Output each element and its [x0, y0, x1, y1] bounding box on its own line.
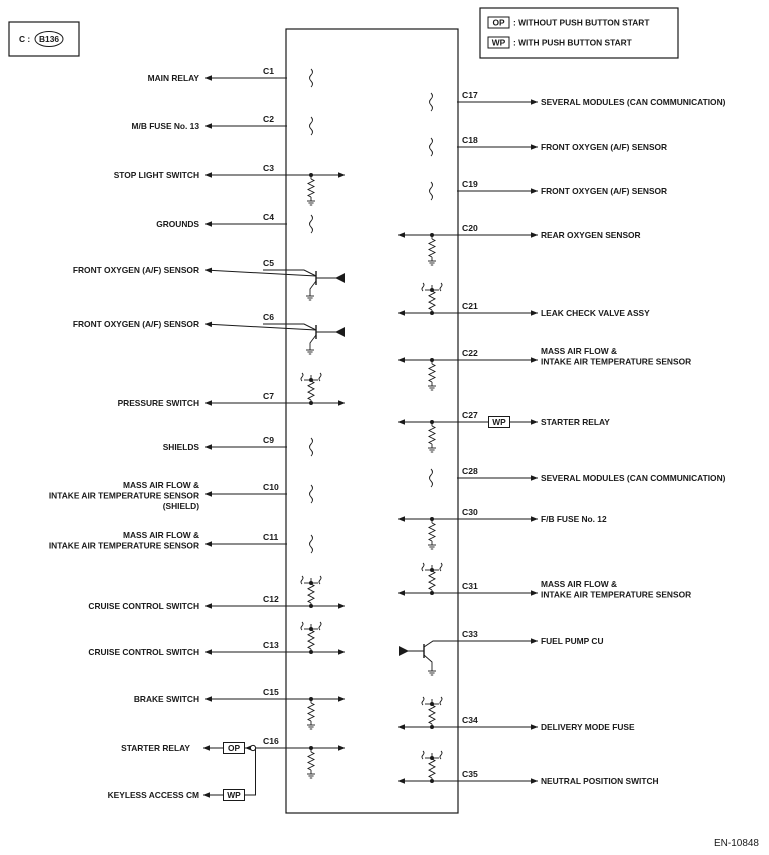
wire-break-icon	[310, 69, 313, 87]
pin-c12	[88, 576, 345, 611]
tag-wp	[224, 790, 245, 801]
pin-label: STARTER RELAY	[121, 743, 190, 753]
wire-break-icon	[310, 485, 313, 503]
pin-c27	[398, 410, 610, 452]
connector-badge	[9, 22, 79, 56]
pull-down-resistor	[428, 517, 436, 549]
pin-label: INTAKE AIR TEMPERATURE SENSOR	[48, 490, 199, 501]
wire-break-icon	[430, 93, 433, 111]
transistor-icon	[399, 644, 436, 675]
pin-label: KEYLESS ACCESS CM	[107, 790, 199, 800]
wire-break-icon	[430, 469, 433, 487]
pull-up-resistor	[422, 563, 442, 595]
pin-label: FRONT OXYGEN (A/F) SENSOR	[72, 319, 199, 329]
pin-number: C2	[263, 114, 274, 124]
pin-c33	[399, 629, 604, 675]
signal-wire	[205, 270, 316, 276]
pin-label: MAIN RELAY	[147, 73, 199, 83]
pin-label: SHIELDS	[162, 442, 199, 452]
pin-number: C5	[263, 258, 274, 268]
pin-c17	[430, 90, 726, 111]
pin-c9	[163, 435, 313, 456]
tag-op	[224, 743, 245, 754]
pin-number: C1	[263, 66, 274, 76]
connector-id: B136	[38, 34, 60, 44]
legend-op-text: : WITHOUT PUSH BUTTON START	[513, 17, 650, 28]
legend	[480, 8, 678, 58]
pull-up-resistor	[301, 373, 321, 405]
pin-c6	[73, 312, 345, 354]
pin-label: FUEL PUMP CU	[541, 636, 604, 646]
pin-number: C31	[462, 581, 478, 591]
legend-wp-text: : WITH PUSH BUTTON START	[513, 37, 632, 48]
pin-number: C20	[462, 223, 478, 233]
pin-number: C19	[462, 179, 478, 189]
pin-label: FRONT OXYGEN (A/F) SENSOR	[541, 186, 668, 196]
pin-label: DELIVERY MODE FUSE	[541, 722, 635, 732]
pin-label: STOP LIGHT SWITCH	[113, 170, 199, 180]
pin-label: MASS AIR FLOW &	[123, 530, 199, 540]
pin-c21	[398, 283, 650, 318]
pin-label: SEVERAL MODULES (CAN COMMUNICATION)	[541, 473, 726, 483]
pin-number: C27	[462, 410, 478, 420]
pin-label: BRAKE SWITCH	[133, 694, 199, 704]
pin-label: NEUTRAL POSITION SWITCH	[541, 776, 659, 786]
pin-number: C7	[263, 391, 274, 401]
pin-c4	[156, 212, 312, 233]
tag-wp	[489, 417, 510, 428]
pin-number: C13	[263, 640, 279, 650]
pin-number: C12	[263, 594, 279, 604]
figure-id: EN-10848	[713, 838, 759, 849]
signal-wire	[205, 324, 316, 330]
pin-number: C3	[263, 163, 274, 173]
pull-down-resistor	[428, 358, 436, 390]
pin-number: C6	[263, 312, 274, 322]
wire-break-icon	[430, 138, 433, 156]
pin-number: C35	[462, 769, 478, 779]
pin-label: FRONT OXYGEN (A/F) SENSOR	[541, 142, 668, 152]
pin-number: C10	[263, 482, 279, 492]
pin-number: C30	[462, 507, 478, 517]
pin-c31	[398, 563, 691, 600]
pin-number: C11	[263, 532, 279, 542]
pin-label: PRESSURE SWITCH	[117, 398, 199, 408]
pin-c5	[73, 258, 345, 300]
pin-number: C33	[462, 629, 478, 639]
pull-up-resistor	[422, 751, 442, 783]
pull-up-resistor	[301, 576, 321, 608]
legend-op-tag: OP	[492, 17, 505, 28]
pin-label: CRUISE CONTROL SWITCH	[88, 647, 199, 657]
pin-c2	[132, 114, 313, 135]
pin-label: CRUISE CONTROL SWITCH	[88, 601, 199, 611]
pin-label: M/B FUSE No. 13	[131, 121, 199, 131]
pin-number: C17	[462, 90, 478, 100]
pin-number: C28	[462, 466, 478, 476]
pin-label: F/B FUSE No. 12	[541, 514, 607, 524]
svg-text:WP: WP	[227, 790, 241, 800]
pin-c20	[398, 223, 641, 265]
pin-c1	[148, 66, 313, 87]
pin-c13	[88, 622, 345, 657]
pull-up-resistor	[301, 622, 321, 654]
left-pin-group	[49, 66, 345, 801]
pin-c34	[398, 697, 635, 732]
pin-number: C15	[263, 687, 279, 697]
pin-number: C4	[263, 212, 274, 222]
connector-prefix: C :	[19, 34, 31, 44]
wire-break-icon	[310, 117, 313, 135]
right-pin-group	[398, 90, 726, 786]
pin-c35	[398, 751, 659, 786]
svg-text:WP: WP	[492, 417, 506, 427]
pin-label: FRONT OXYGEN (A/F) SENSOR	[72, 265, 199, 275]
pin-label: INTAKE AIR TEMPERATURE SENSOR	[541, 589, 692, 600]
svg-text:OP: OP	[227, 743, 241, 753]
pin-c18	[430, 135, 668, 156]
pin-c16	[108, 736, 345, 801]
pin-c30	[398, 507, 607, 549]
pin-label: MASS AIR FLOW &	[541, 579, 617, 589]
pin-number: C9	[263, 435, 274, 445]
pin-number: C22	[462, 348, 478, 358]
pin-label: LEAK CHECK VALVE ASSY	[541, 308, 650, 318]
pin-number: C16	[263, 736, 279, 746]
pin-number: C21	[462, 301, 478, 311]
pin-c11	[49, 530, 313, 553]
wire-break-icon	[310, 438, 313, 456]
pin-label: INTAKE AIR TEMPERATURE SENSOR	[48, 540, 199, 551]
pin-c19	[430, 179, 668, 200]
pin-c28	[430, 466, 726, 487]
pin-label: SEVERAL MODULES (CAN COMMUNICATION)	[541, 97, 726, 107]
pin-label: (SHIELD)	[162, 501, 199, 511]
pin-c7	[118, 373, 345, 408]
pull-down-resistor	[428, 420, 436, 452]
pin-c10	[49, 480, 313, 511]
wire-break-icon	[430, 182, 433, 200]
pin-c22	[398, 346, 691, 390]
pull-down-resistor	[307, 746, 315, 778]
pin-c15	[134, 687, 345, 729]
wire-break-icon	[310, 215, 313, 233]
pin-label: MASS AIR FLOW &	[541, 346, 617, 356]
pull-down-resistor	[307, 173, 315, 205]
pin-c3	[114, 163, 345, 205]
pull-down-resistor	[307, 697, 315, 729]
pin-label: MASS AIR FLOW &	[123, 480, 199, 490]
pin-label: STARTER RELAY	[541, 417, 610, 427]
pin-number: C34	[462, 715, 478, 725]
pin-label: INTAKE AIR TEMPERATURE SENSOR	[541, 356, 692, 367]
pin-number: C18	[462, 135, 478, 145]
pull-down-resistor	[428, 233, 436, 265]
pin-label: REAR OXYGEN SENSOR	[541, 230, 641, 240]
legend-wp-tag: WP	[491, 37, 506, 48]
pull-up-resistor	[422, 697, 442, 729]
pull-up-resistor	[422, 283, 442, 315]
wire-break-icon	[310, 535, 313, 553]
pin-label: GROUNDS	[156, 219, 199, 229]
